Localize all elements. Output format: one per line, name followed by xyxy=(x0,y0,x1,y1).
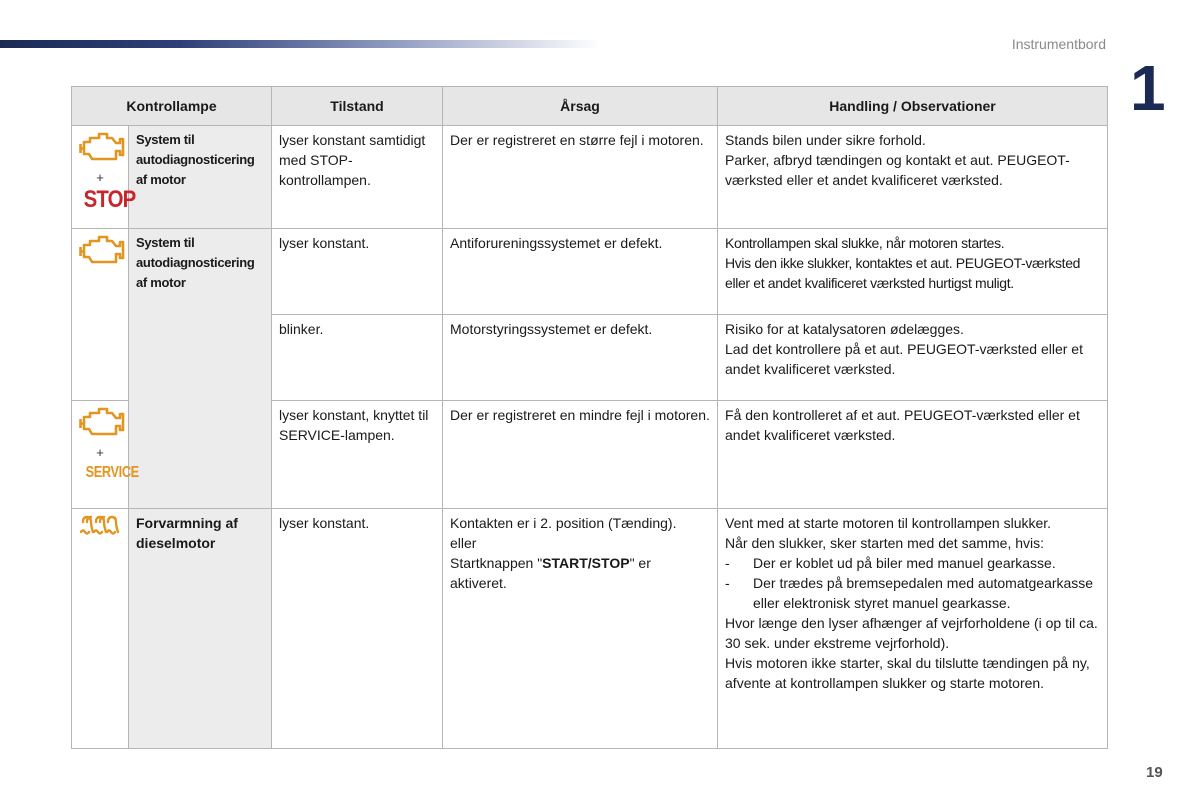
table-header-row xyxy=(72,87,1108,126)
condition-cell: lyser konstant samtidigt med STOP-kontrollampen. xyxy=(272,126,443,229)
lamp-icon-cell xyxy=(72,126,136,229)
condition-cell: blinker. xyxy=(272,315,443,401)
cause-cell: Motorstyringssystemet er defekt. xyxy=(443,315,718,401)
action-line: Stands bilen under sikre forhold. xyxy=(725,132,926,148)
header-handling: Handling / Observationer xyxy=(718,87,1108,126)
header-color-bar xyxy=(0,40,600,48)
table-row xyxy=(72,509,1108,749)
cause-text: " er aktiveret. xyxy=(450,555,651,591)
section-title: Instrumentbord xyxy=(1011,36,1106,52)
cause-cell: Der er registreret en større fejl i motoren. xyxy=(443,126,718,229)
action-line: Hvis den ikke slukker, kontaktes et aut. PEUGEOT-værksted eller et andet kvalificeret værksted hurtigst muligt. xyxy=(725,255,1081,291)
action-line: Risiko for at katalysatoren ødelægges. xyxy=(725,321,964,337)
cause-text: Startknappen " xyxy=(450,555,543,571)
lamp-name: Forvarmning af dieselmotor xyxy=(129,509,272,749)
action-line: Hvor længe den lyser afhænger af vejrforholdene (i op til ca. 30 sek. under ekstreme vejrforhold). xyxy=(725,615,1098,651)
engine-icon xyxy=(79,233,125,267)
condition-cell: lyser konstant. xyxy=(272,509,443,749)
cause-line: eller xyxy=(450,535,477,551)
stop-lamp-label: STOP xyxy=(83,186,136,213)
lamp-name: System til autodiagnosticering af motor xyxy=(129,229,272,509)
condition-cell: lyser konstant, knyttet til SERVICE-lampen. xyxy=(272,401,443,509)
condition-cell: lyser konstant. xyxy=(272,229,443,315)
action-line: Parker, afbryd tændingen og kontakt et aut. PEUGEOT-værksted eller et andet kvalificeret værksted. xyxy=(725,152,1070,188)
cause-line xyxy=(450,553,710,593)
lamp-icon-cell xyxy=(72,509,129,749)
action-cell xyxy=(718,229,1108,315)
action-cell xyxy=(718,509,1108,749)
warning-lamp-table xyxy=(71,86,1108,749)
header-aarsag: Årsag xyxy=(443,87,718,126)
lamp-icon-cell xyxy=(72,229,129,401)
cause-line: Kontakten er i 2. position (Tænding). xyxy=(450,515,677,531)
action-line: Hvis motoren ikke starter, skal du tilslutte tændingen på ny, afvente at kontrollampen slukker og starte motoren. xyxy=(725,655,1090,691)
plus-sign: + xyxy=(96,170,104,185)
action-cell xyxy=(718,126,1108,229)
action-cell: Få den kontrolleret af et aut. PEUGEOT-værksted eller et andet kvalificeret værksted. xyxy=(718,401,1108,509)
header-tilstand: Tilstand xyxy=(272,87,443,126)
service-lamp-label: SERVICE xyxy=(85,464,139,481)
list-item-text: Der er koblet ud på biler med manuel gearkasse. xyxy=(753,555,1056,571)
action-line: Lad det kontrollere på et aut. PEUGEOT-værksted eller et andet kvalificeret værksted. xyxy=(725,341,1083,377)
header-kontrollampe: Kontrollampe xyxy=(72,87,272,126)
cause-cell xyxy=(443,509,718,749)
table-row xyxy=(72,229,1108,315)
list-item xyxy=(725,573,1100,613)
cause-cell: Antiforureningssystemet er defekt. xyxy=(443,229,718,315)
cause-cell: Der er registreret en mindre fejl i motoren. xyxy=(443,401,718,509)
engine-icon xyxy=(79,405,125,439)
table-row xyxy=(72,126,1108,229)
list-item xyxy=(725,553,1100,573)
action-line: Kontrollampen skal slukke, når motoren startes. xyxy=(725,235,1005,251)
action-line: Når den slukker, sker starten med det samme, hvis: xyxy=(725,535,1045,551)
action-cell xyxy=(718,315,1108,401)
dash-marker: - xyxy=(725,555,730,571)
action-line: Vent med at starte motoren til kontrollampen slukker. xyxy=(725,515,1052,531)
plus-sign: + xyxy=(96,445,104,460)
list-item-text: Der trædes på bremsepedalen med automatgearkasse eller elektronisk styret manuel gearkasse. xyxy=(753,575,1094,611)
lamp-icon-cell xyxy=(72,401,139,509)
glow-plug-icon xyxy=(80,513,120,537)
engine-icon xyxy=(79,130,125,164)
start-stop-emphasis: START/STOP xyxy=(542,555,630,571)
chapter-number: 1 xyxy=(1130,52,1164,124)
dash-marker: - xyxy=(725,575,730,591)
lamp-name: System til autodiagnosticering af motor xyxy=(129,126,272,229)
page-number: 19 xyxy=(1146,764,1163,781)
